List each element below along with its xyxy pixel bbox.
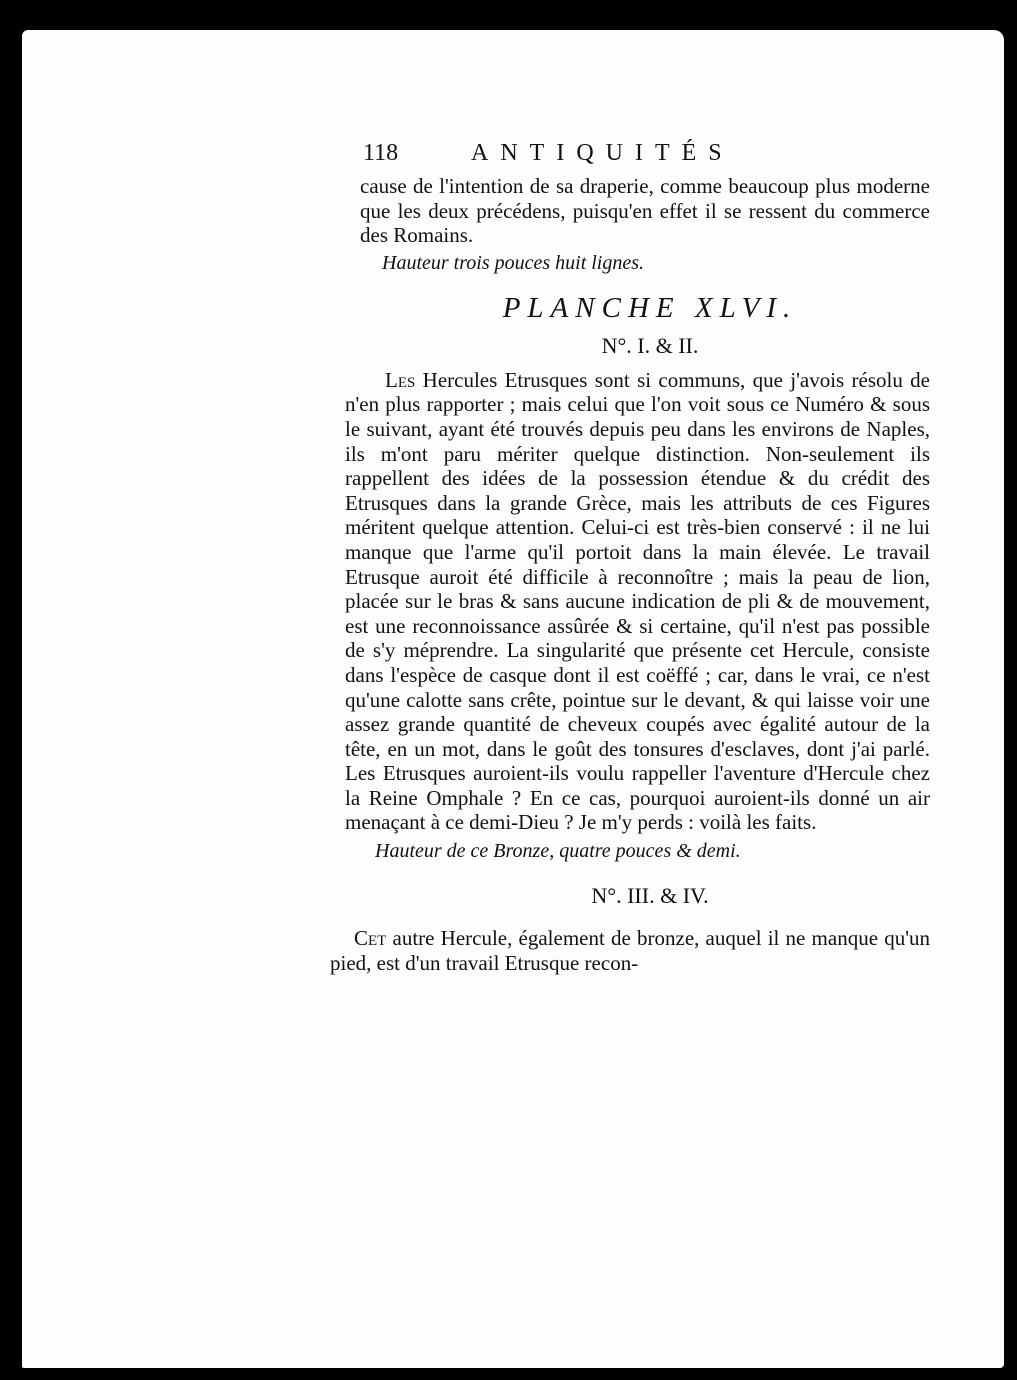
paragraph-text: autre Hercule, également de bronze, auquel il ne manque qu'un pied, est d'un travail Etrusque recon- [330,926,930,975]
section-number: N°. I. & II. [601,332,699,358]
section-number: N°. III. & IV. [591,883,709,909]
plate-heading: PLANCHE XLVI. [502,291,798,324]
running-title: ANTIQUITÉS [471,140,734,166]
dimension-note: Hauteur trois pouces huit lignes. [382,251,645,274]
first-word: Cet [354,926,387,951]
running-head [330,140,930,174]
paragraph-text: Hercules Etrusques sont si communs, que j'avois résolu de n'en plus rapporter ; mais celui que l'on voit sous ce Numéro & sous le suivant, ayant été trouvés depuis peu dans les environs de Naples, ils m'ont paru mériter quelque distinction. Non-seulement ils rappellent des idées de la possession étendue & du crédit des Etrusques dans la grande Grèce, mais les attributs de ces Figures méritent quelque attention. Celui-ci est très-bien conservé : il ne lui manque que l'arme qu'il portoit dans la main élevée. Le travail Etrusque auroit été difficile à reconnoître ; mais la peau de lion, placée sur le bras & sans aucune indication de pli & de mouvement, est une reconnoissance assûrée & si certaine, qu'il n'est pas possible de s'y méprendre. La singularité que présente cet Hercule, consiste dans l'espèce de casque dont il est coëffé ; car, dans le vrai, ce n'est qu'une calotte sans crête, pointue sur le devant, & qui laisse voir une assez grande quantité de cheveux coupés avec égalité autour de la tête, en un mot, dans le goût des tonsures d'esclaves, dont j'ai parlé. Les Etrusques auroient-ils voulu rappeller l'aventure d'Hercule chez la Reine Omphale ? En ce cas, pourquoi auroient-ils donné un air menaçant à ce demi-Dieu ? Je m'y perds : voilà les faits. [345,367,930,835]
text-block [330,140,930,975]
first-word: Les [385,367,416,392]
page-number: 118 [363,140,399,166]
section-paragraph [330,368,930,835]
continuation-paragraph: cause de l'intention de sa draperie, comme beaucoup plus moderne que les deux précédens, puisqu'en effet il se ressent du commerce des Romains. [360,174,930,248]
section-paragraph [330,926,930,975]
dimension-note: Hauteur de ce Bronze, quatre pouces & demi. [375,840,741,863]
